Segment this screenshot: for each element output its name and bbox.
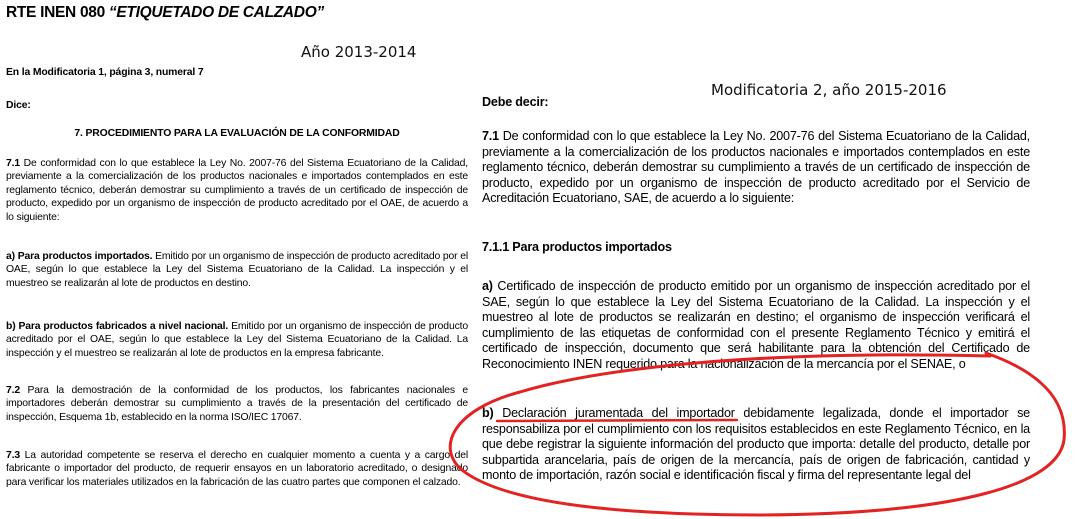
left-7-1-number: 7.1 [6, 158, 20, 169]
right-b-heading: b) [482, 406, 494, 420]
left-paragraph-7-3 [6, 449, 468, 489]
modification-reference: En la Modificatoria 1, página 3, numeral 7 [6, 67, 204, 78]
left-7-3-text: La autoridad competente se reserva el derecho en cualquier momento a cuenta y a cargo del fabricante o importador del producto, de requerir ensayos en un laboratorio acreditado, o designado para verificar los materiales utilizados en la fabricación de las cuatro partes que componen el calzado. [6, 450, 468, 488]
right-b-text: debidamente legalizada, donde el importador se responsabiliza por el cumplimiento con los requisitos establecidos en este Reglamento Técnico, en la que debe registrar la siguiente información del producto que importa: detalle del producto, detalle por subpartida arancelaria, país de origen de la mercancía, país de origen de fabricación, cantidad y monto de importación, razón social e identificación fiscal y firma del representante legal del [482, 406, 1030, 483]
right-paragraph-b [482, 406, 1030, 484]
right-7-1-text: De conformidad con lo que establece la Ley No. 2007-76 del Sistema Ecuatoriano de la Calidad, previamente a la comercialización de los productos nacionales e importados contemplados en este reglamento técnico, deberán demostrar su cumplimiento a través de un certificado de inspección de producto, expedido por un organismo de inspección de producto acreditado por el Servicio de Acreditación Ecuatoriano, SAE, de acuerdo a lo siguiente: [482, 129, 1030, 206]
title-italic: “ETIQUETADO DE CALZADO” [108, 4, 324, 21]
left-7-2-number: 7.2 [6, 385, 20, 396]
right-a-heading: a) [482, 279, 493, 293]
left-a-heading: a) Para productos importados. [6, 251, 153, 262]
right-7-1-number: 7.1 [482, 129, 499, 143]
section-7-1-1-heading: 7.1.1 Para productos importados [482, 240, 672, 254]
debe-decir-label: Debe decir: [482, 95, 549, 109]
left-b-heading: b) Para productos fabricados a nivel nacional. [6, 321, 229, 332]
left-paragraph-7-1 [6, 157, 468, 224]
left-7-2-text: Para la demostración de la conformidad de los productos, los fabricantes nacionales e importadores deberán demostrar su cumplimiento a través de la presentación del certificado de inspección, Esquema 1b, establecido en la norma ISO/IEC 17067. [6, 385, 468, 423]
title-prefix: RTE INEN 080 [6, 4, 109, 21]
section-heading: 7. PROCEDIMIENTO PARA LA EVALUACIÓN DE LA CONFORMIDAD [74, 128, 400, 139]
right-paragraph-a [482, 279, 1030, 373]
underlined-declaration: Declaración juramentada del importador [502, 406, 735, 420]
left-paragraph-7-2 [6, 384, 468, 424]
year-note-right: Modificatoria 2, año 2015-2016 [711, 81, 947, 99]
left-paragraph-a [6, 250, 468, 290]
left-b-text: Emitido por un organismo de inspección de producto acreditado por el OAE, según lo que establece la Ley del Sistema Ecuatoriano de la Calidad. La inspección y el muestreo se realizarán al lote de productos en la empresa fabricante. [6, 321, 468, 359]
left-7-1-text: De conformidad con lo que establece la Ley No. 2007-76 del Sistema Ecuatoriano de la Calidad, previamente a la comercialización de los productos nacionales e importados contemplados en este reglamento técnico, deberán demostrar su cumplimiento a través de un certificado de inspección de producto, expedido por un organismo de inspección de producto acreditado por el OAE, de acuerdo a lo siguiente: [6, 158, 468, 223]
right-a-text: Certificado de inspección de producto emitido por un organismo de inspección acreditado por el SAE, según lo que establece la Ley del Sistema Ecuatoriano de la Calidad. La inspección y el muestreo al lote de productos se realizarán en destino; el organismo de inspección verificará el cumplimiento de las etiquetas de conformidad con el presente Reglamento Técnico y emitirá el certificado de inspección, documento que será habilitante para la obtención del Certificado de Reconocimiento INEN requerido para la nacionalización de la mercancía por el SENAE, o [482, 279, 1030, 371]
right-paragraph-7-1 [482, 129, 1030, 207]
left-a-text: Emitido por un organismo de inspección de producto acreditado por el OAE, según lo que establece la Ley del Sistema Ecuatoriano de la Calidad. La inspección y el muestreo se realizarán al lote de productos en destino. [6, 251, 468, 289]
left-paragraph-b [6, 320, 468, 360]
left-7-3-number: 7.3 [6, 450, 20, 461]
document-title [6, 4, 324, 22]
dice-label: Dice: [6, 100, 31, 111]
year-note-left: Año 2013-2014 [301, 43, 417, 61]
